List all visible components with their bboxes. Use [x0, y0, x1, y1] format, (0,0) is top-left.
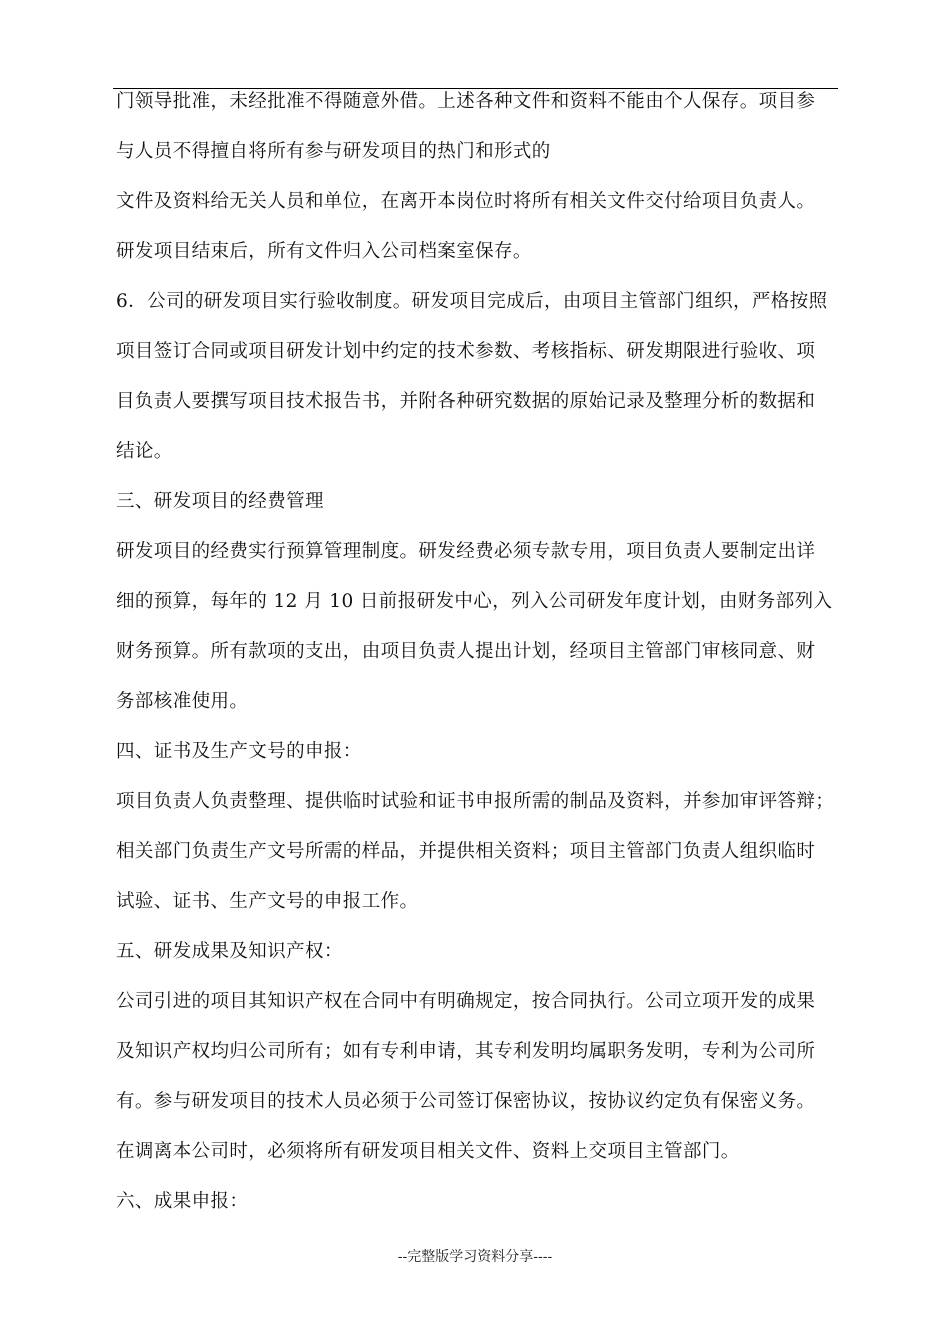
text-line: 研发项目结束后，所有文件归入公司档案室保存。	[116, 241, 532, 262]
text-line: 在调离本公司时，必须将所有研发项目相关文件、资料上交项目主管部门。	[116, 1141, 740, 1162]
text-line: 门领导批准，未经批准不得随意外借。上述各种文件和资料不能由个人保存。项目参	[116, 91, 816, 112]
text-line: 试验、证书、生产文号的申报工作。	[116, 891, 419, 912]
text-line: 及知识产权均归公司所有；如有专利申请，其专利发明均属职务发明，专利为公司所	[116, 1041, 816, 1062]
text-line: 财务预算。所有款项的支出，由项目负责人提出计划，经项目主管部门审核同意、财	[116, 641, 816, 662]
text-line: 务部核准使用。	[116, 691, 249, 712]
text-line: 与人员不得擅自将所有参与研发项目的热门和形式的	[116, 141, 551, 162]
text-line: 项目负责人负责整理、提供临时试验和证书申报所需的制品及资料，并参加审评答辩；	[116, 791, 835, 812]
section-heading: 五、研发成果及知识产权：	[116, 941, 343, 962]
text-line: 有。参与研发项目的技术人员必须于公司签订保密协议，按协议约定负有保密义务。	[116, 1091, 816, 1112]
text-line: 文件及资料给无关人员和单位，在离开本岗位时将所有相关文件交付给项目负责人。	[116, 191, 816, 212]
text-line: 目负责人要撰写项目技术报告书，并附各种研究数据的原始记录及整理分析的数据和	[116, 391, 816, 412]
section-heading: 六、成果申报：	[116, 1191, 249, 1212]
section-heading: 三、研发项目的经费管理	[116, 491, 324, 512]
text-line: 细的预算，每年的 12 月 10 日前报研发中心，列入公司研发年度计划，由财务部列入	[116, 591, 833, 612]
page-footer: --完整版学习资料分享----	[397, 1249, 553, 1265]
text-line: 公司引进的项目其知识产权在合同中有明确规定，按合同执行。公司立项开发的成果	[116, 991, 816, 1012]
text-line: 结论。	[116, 441, 173, 462]
section-heading: 四、证书及生产文号的申报：	[116, 741, 362, 762]
text-line: 研发项目的经费实行预算管理制度。研发经费必须专款专用，项目负责人要制定出详	[116, 541, 816, 562]
text-line: 项目签订合同或项目研发计划中约定的技术参数、考核指标、研发期限进行验收、项	[116, 341, 816, 362]
header-rule	[113, 88, 838, 89]
text-line: 相关部门负责生产文号所需的样品，并提供相关资料；项目主管部门负责人组织临时	[116, 841, 816, 862]
text-line: 6．公司的研发项目实行验收制度。研发项目完成后，由项目主管部门组织，严格按照	[116, 291, 828, 312]
